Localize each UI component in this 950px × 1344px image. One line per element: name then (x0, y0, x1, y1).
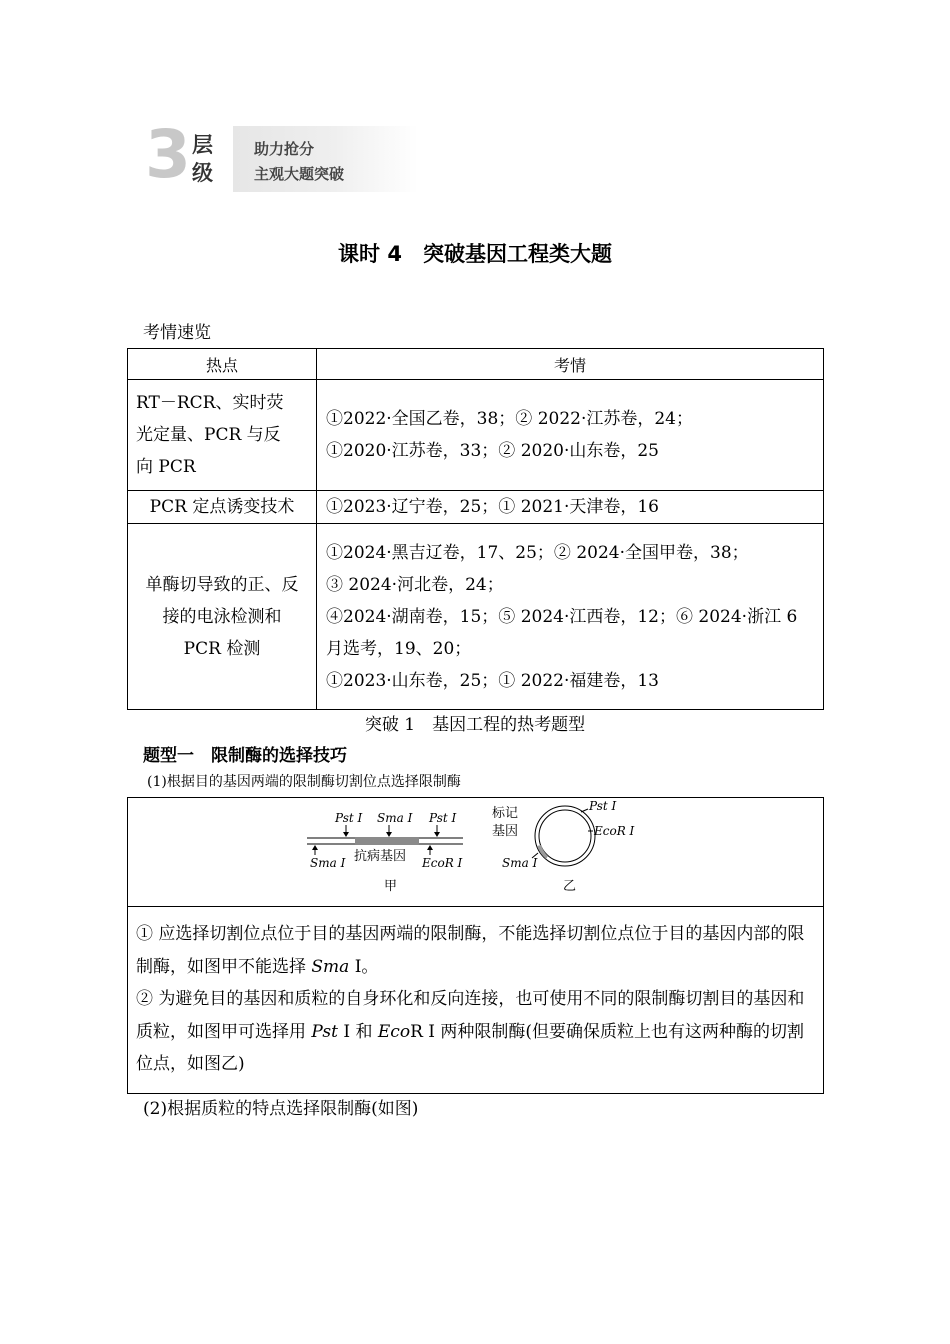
caption-yi: 乙 (563, 879, 577, 894)
table-row (128, 491, 824, 524)
overview-label: 考情速览 (143, 323, 211, 343)
question-type-heading: 题型一 限制酶的选择技巧 (143, 746, 347, 766)
level-label: 层级 (192, 133, 213, 185)
marker-label-1: 标记 (492, 806, 519, 821)
explanation-point-2: ② 为避免目的基因和质粒的自身环化和反向连接，也可使用不同的限制酶切割目的基因和质粒，如图甲可选择用 Pst Ⅰ 和 EcoR Ⅰ 两种限制酶(但要确保质粒上也有这两种酶的切割位点，如图乙) (136, 989, 805, 1074)
sma-label-plasmid: Sma Ⅰ (502, 856, 538, 870)
cut-arrowhead (427, 845, 433, 850)
table-row (128, 380, 824, 491)
cut-arrowhead (343, 832, 349, 837)
subheading-2: (2)根据质粒的特点选择限制酶(如图) (143, 1099, 419, 1119)
cut-arrowhead (434, 832, 440, 837)
marker-gene-segment (537, 845, 548, 859)
exam-overview-table (127, 348, 824, 710)
pst-label-1: Pst Ⅰ (335, 811, 363, 825)
header-exams: 考情 (317, 349, 824, 380)
gene-label: 抗病基因 (354, 849, 407, 864)
breakthrough-heading: 突破 1 基因工程的热考题型 (364, 715, 586, 735)
caption-jia: 甲 (384, 879, 398, 894)
banner-line-2: 主观大题突破 (254, 165, 345, 183)
level-number: 3 (145, 116, 191, 193)
box-divider (127, 906, 824, 907)
eco-label-plasmid: EcoR Ⅰ (594, 824, 635, 838)
subheading-1: (1)根据目的基因两端的限制酶切割位点选择限制酶 (147, 774, 461, 790)
pst-label-2: Pst Ⅰ (429, 811, 457, 825)
explanation-point-1: ① 应选择切割位点位于目的基因两端的限制酶，不能选择切割位点位于目的基因内部的限制酶，如图甲不能选择 Sma Ⅰ。 (136, 924, 805, 977)
sma-label-top: Sma Ⅰ (377, 811, 413, 825)
table-row (128, 524, 824, 710)
enzyme-figure (305, 797, 650, 905)
table-header-row (128, 349, 824, 380)
banner-line-1: 助力抢分 (254, 140, 315, 158)
exam-cell: ①2024·黑吉辽卷，17、25；② 2024·全国甲卷，38； ③ 2024·河北卷，24； ④2024·湖南卷，15；⑤ 2024·江西卷，12；⑥ 2024·浙江 6 月选考，19、20； ①2023·山东卷，25；① 2022·福建卷，13 (317, 524, 824, 710)
hotspot-cell: 单酶切导致的正、反 接的电泳检测和 PCR 检测 (128, 524, 317, 710)
figure-yi (492, 799, 635, 894)
cut-arrowhead (312, 845, 318, 850)
hotspot-cell: PCR 定点诱变技术 (128, 491, 317, 524)
explanation-text (136, 918, 816, 1081)
pointer-line (581, 809, 588, 812)
exam-cell: ①2023·辽宁卷，25；① 2021·天津卷，16 (317, 491, 824, 524)
page-title: 课时 4 突破基因工程类大题 (338, 242, 612, 266)
exam-cell: ①2022·全国乙卷，38；② 2022·江苏卷，24； ①2020·江苏卷，33；② 2020·山东卷，25 (317, 380, 824, 491)
header-hotspot: 热点 (128, 349, 317, 380)
hotspot-cell: RT－RCR、实时荧 光定量、PCR 与反 向 PCR (128, 380, 317, 491)
figure-jia (307, 811, 463, 894)
cut-arrowhead (386, 832, 392, 837)
plasmid-inner (539, 810, 591, 862)
disease-gene-segment (355, 837, 419, 845)
pst-label-plasmid: Pst Ⅰ (589, 799, 617, 813)
sma-label-bottom: Sma Ⅰ (310, 856, 346, 870)
eco-label-bottom: EcoR Ⅰ (422, 856, 463, 870)
marker-label-2: 基因 (492, 824, 519, 839)
